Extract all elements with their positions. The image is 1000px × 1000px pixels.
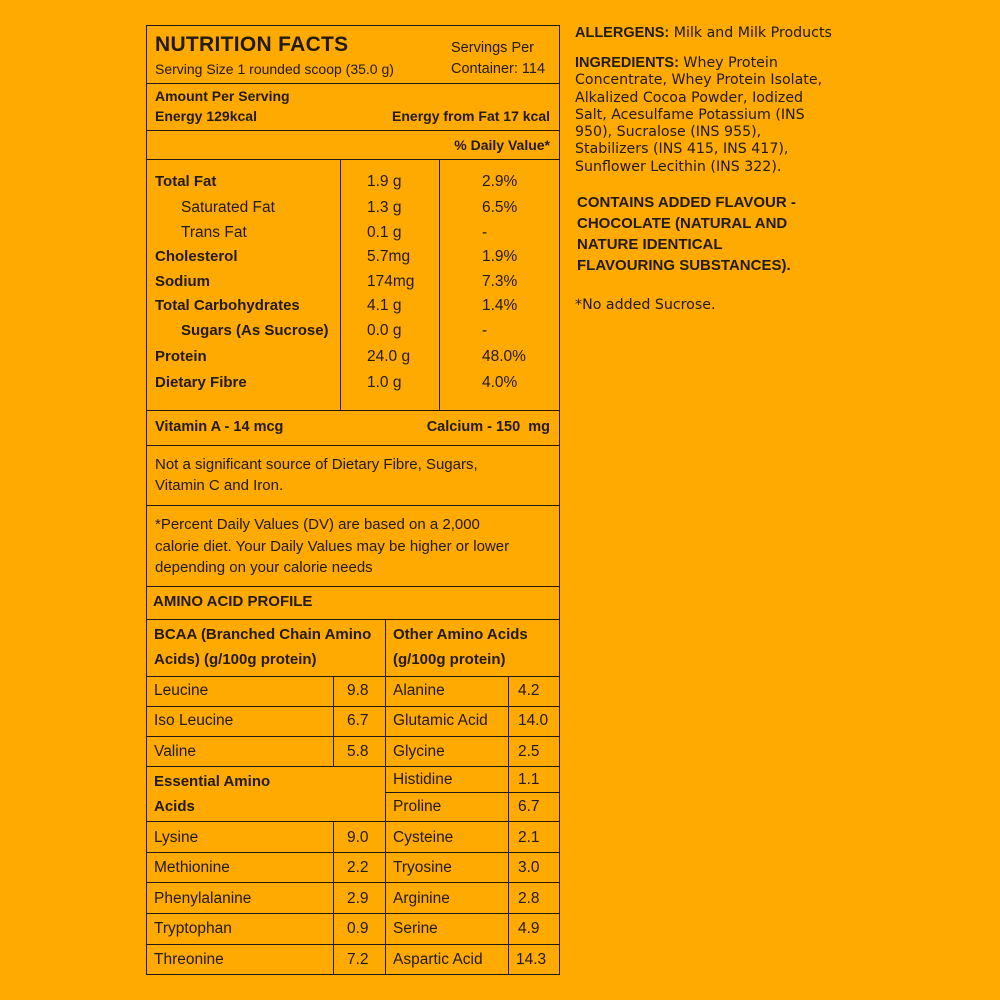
nutrient-name: Sodium xyxy=(155,273,210,290)
amino-value: 14.3 xyxy=(516,951,547,968)
nutrient-amount: 1.9 g xyxy=(367,173,402,190)
allergens xyxy=(575,25,832,42)
amino-name: Tryosine xyxy=(393,859,452,876)
amino-title: AMINO ACID PROFILE xyxy=(153,593,313,610)
ingredients-line4: Salt, Acesulfame Potassium (INS xyxy=(575,106,805,123)
allergens-label: ALLERGENS: xyxy=(575,25,670,41)
serving-size: Serving Size 1 rounded scoop (35.0 g) xyxy=(155,61,394,77)
nutrient-amount: 4.1 g xyxy=(367,297,402,314)
amino-value: 14.0 xyxy=(518,712,549,729)
nutrient-name: Protein xyxy=(155,348,207,365)
flavour-line2: CHOCOLATE (NATURAL AND xyxy=(577,215,788,232)
amino-value: 1.1 xyxy=(518,771,540,788)
amino-value: 2.8 xyxy=(518,890,540,907)
divider xyxy=(146,852,560,853)
amino-name: Cysteine xyxy=(393,829,454,846)
divider xyxy=(146,445,560,446)
footnote-line3: depending on your calorie needs xyxy=(155,559,373,576)
amino-name: Proline xyxy=(393,798,442,815)
amount-per-serving: Amount Per Serving xyxy=(155,88,290,104)
sucrose-note: *No added Sucrose. xyxy=(575,297,716,313)
column-divider xyxy=(439,159,440,410)
amino-value: 9.8 xyxy=(347,682,369,699)
nutrient-name: Total Carbohydrates xyxy=(155,297,300,314)
amino-name: Leucine xyxy=(154,682,209,699)
essential-header-line1: Essential Amino xyxy=(154,773,271,790)
amino-name: Threonine xyxy=(154,951,224,968)
amino-value: 6.7 xyxy=(347,712,369,729)
amino-value: 2.1 xyxy=(518,829,540,846)
amino-name: Arginine xyxy=(393,890,450,907)
bcaa-header-line2: Acids) (g/100g protein) xyxy=(154,651,317,668)
nutrient-amount: 1.3 g xyxy=(367,199,402,216)
amino-name: Methionine xyxy=(154,859,230,876)
note-line1: Not a significant source of Dietary Fibre, Sugars, xyxy=(155,456,478,473)
nutrient-dv: 7.3% xyxy=(482,273,518,290)
nutrient-dv: - xyxy=(482,322,488,339)
divider xyxy=(146,505,560,506)
allergens-text: Milk and Milk Products xyxy=(669,25,832,41)
ingredients-label: INGREDIENTS: xyxy=(575,55,679,71)
amino-name: Aspartic Acid xyxy=(393,951,483,968)
divider xyxy=(385,792,560,793)
flavour-notice xyxy=(577,192,796,276)
divider xyxy=(146,159,560,160)
amino-value: 6.7 xyxy=(518,798,540,815)
column-divider xyxy=(385,619,386,975)
ingredients-line3: Alkalized Cocoa Powder, Iodized xyxy=(575,89,804,106)
amino-name: Glycine xyxy=(393,743,445,760)
amino-name: Glutamic Acid xyxy=(393,712,488,729)
nutrient-dv: 1.4% xyxy=(482,297,518,314)
amino-name: Serine xyxy=(393,920,438,937)
daily-value-header: % Daily Value* xyxy=(454,137,550,153)
other-header-line2: (g/100g protein) xyxy=(393,651,506,668)
divider xyxy=(146,619,560,620)
nutrient-amount: 0.0 g xyxy=(367,322,402,339)
divider xyxy=(146,676,560,677)
amino-value: 2.2 xyxy=(347,859,369,876)
amino-value: 5.8 xyxy=(347,743,369,760)
divider xyxy=(146,736,560,737)
energy-from-fat: Energy from Fat 17 kcal xyxy=(392,108,550,124)
nutrient-dv: - xyxy=(482,224,488,241)
footnote-line1: *Percent Daily Values (DV) are based on a 2,000 xyxy=(155,516,480,533)
amino-value: 7.2 xyxy=(347,951,369,968)
divider xyxy=(146,410,560,411)
nutrient-amount: 5.7mg xyxy=(367,248,411,265)
divider xyxy=(146,83,560,84)
vitamin-a: Vitamin A - 14 mcg xyxy=(155,419,284,435)
column-divider xyxy=(340,159,341,410)
nutrient-name: Dietary Fibre xyxy=(155,374,247,391)
amino-value: 4.9 xyxy=(518,920,540,937)
amino-name: Phenylalanine xyxy=(154,890,252,907)
note-line2: Vitamin C and Iron. xyxy=(155,477,284,494)
nutrient-name: Saturated Fat xyxy=(181,199,275,216)
panel-title: NUTRITION FACTS xyxy=(155,33,349,56)
amino-value: 0.9 xyxy=(347,920,369,937)
divider xyxy=(146,913,560,914)
nutrient-amount: 1.0 g xyxy=(367,374,402,391)
nutrient-dv: 2.9% xyxy=(482,173,518,190)
amino-name: Valine xyxy=(154,743,196,760)
ingredients-line6: Stabilizers (INS 415, INS 417), xyxy=(575,141,789,158)
ingredients xyxy=(575,55,822,176)
footnote-line2: calorie diet. Your Daily Values may be higher or lower xyxy=(155,538,510,555)
nutrient-dv: 48.0% xyxy=(482,348,526,365)
flavour-line1: CONTAINS ADDED FLAVOUR - xyxy=(577,194,796,211)
divider xyxy=(146,706,560,707)
nutrient-amount: 174mg xyxy=(367,273,415,290)
amino-value: 2.5 xyxy=(518,743,540,760)
nutrient-name: Sugars (As Sucrose) xyxy=(181,322,329,339)
amino-name: Histidine xyxy=(393,771,453,788)
nutrient-amount: 24.0 g xyxy=(367,348,411,365)
ingredients-line1: Whey Protein xyxy=(678,55,778,71)
nutrient-dv: 1.9% xyxy=(482,248,518,265)
divider xyxy=(146,130,560,131)
nutrient-dv: 4.0% xyxy=(482,374,518,391)
column-divider xyxy=(333,821,334,975)
amino-value: 9.0 xyxy=(347,829,369,846)
essential-header-line2: Acids xyxy=(154,798,195,815)
nutrient-dv: 6.5% xyxy=(482,199,518,216)
amino-name: Alanine xyxy=(393,682,445,699)
divider xyxy=(146,944,560,945)
amino-value: 4.2 xyxy=(518,682,540,699)
bcaa-header-line1: BCAA (Branched Chain Amino xyxy=(154,626,372,643)
ingredients-line5: 950), Sucralose (INS 955), xyxy=(575,124,762,141)
ingredients-line2: Concentrate, Whey Protein Isolate, xyxy=(575,72,823,89)
energy: Energy 129kcal xyxy=(155,108,257,124)
other-header-line1: Other Amino Acids xyxy=(393,626,528,643)
nutrient-name: Trans Fat xyxy=(181,224,247,241)
amino-name: Tryptophan xyxy=(154,920,232,937)
servings-per-line2: Container: 114 xyxy=(451,61,546,77)
amino-name: Lysine xyxy=(154,829,199,846)
ingredients-line7: Sunflower Lecithin (INS 322). xyxy=(575,158,782,175)
divider xyxy=(146,882,560,883)
divider xyxy=(146,766,560,767)
calcium: Calcium - 150 mg xyxy=(426,419,550,435)
servings-per-line1: Servings Per xyxy=(451,40,535,56)
divider xyxy=(146,821,560,822)
amino-name: Iso Leucine xyxy=(154,712,234,729)
nutrient-name: Total Fat xyxy=(155,173,217,190)
amino-value: 2.9 xyxy=(347,890,369,907)
amino-value: 3.0 xyxy=(518,859,540,876)
divider xyxy=(146,586,560,587)
column-divider xyxy=(508,676,509,975)
flavour-line3: NATURE IDENTICAL xyxy=(577,236,723,253)
flavour-line4: FLAVOURING SUBSTANCES). xyxy=(577,257,791,274)
nutrient-name: Cholesterol xyxy=(155,248,238,265)
nutrient-amount: 0.1 g xyxy=(367,224,402,241)
column-divider xyxy=(333,676,334,766)
